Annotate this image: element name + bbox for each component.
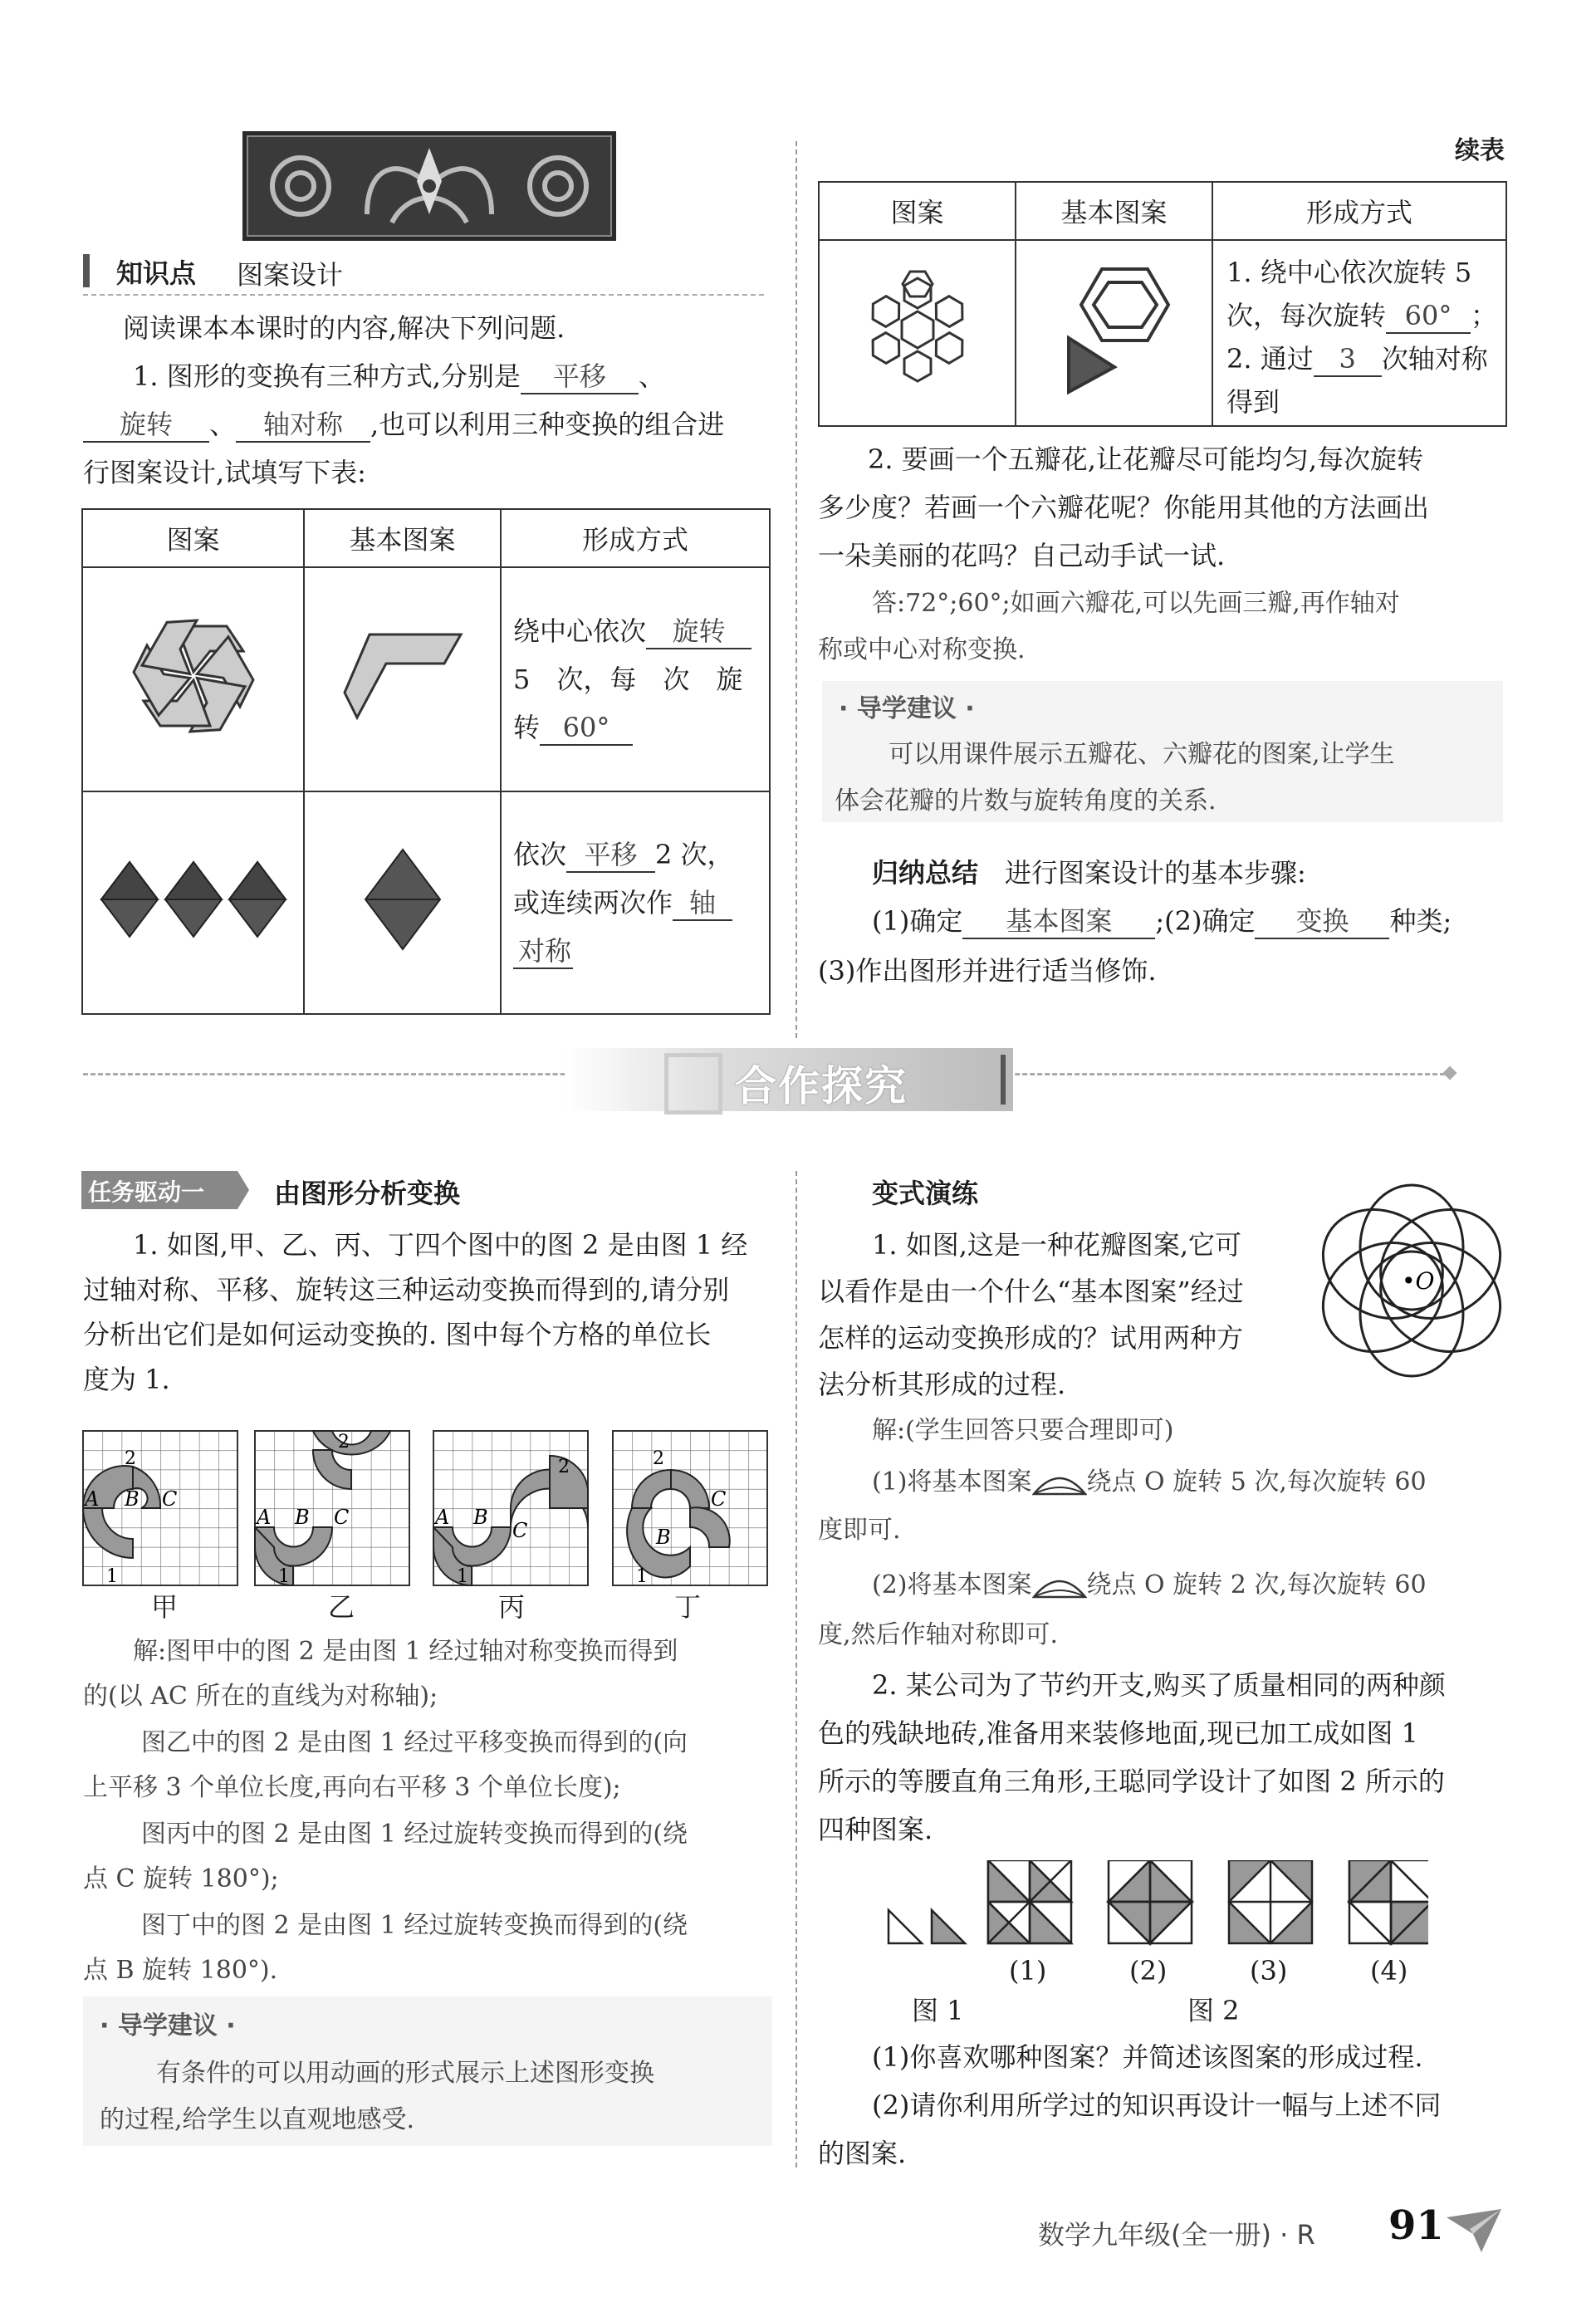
pinwheel-pattern-cell <box>82 567 304 791</box>
point-o-label: •O <box>1402 1267 1435 1295</box>
label-c: C <box>334 1506 350 1529</box>
header-formation: 形成方式 <box>1212 182 1506 240</box>
task-tag-box <box>81 1171 237 1209</box>
task-sol-1: 解:图甲中的图 2 是由图 1 经过轴对称变换而得到 <box>133 1637 678 1666</box>
sub-label-3: (3) <box>1250 1955 1288 1986</box>
answer-blank: 旋转 <box>83 408 209 443</box>
grid-bing <box>433 1431 588 1587</box>
guide-line-2: 的过程,给学生以直观地感受. <box>100 2105 415 2134</box>
sub-label-1: (1) <box>1009 1955 1047 1986</box>
task-tag-arrow <box>237 1171 249 1209</box>
paper-plane-icon <box>1445 2206 1503 2256</box>
variant-title: 变式演练 <box>872 1178 979 1209</box>
task-tag: 任务驱动一 <box>88 1178 205 1206</box>
variant-q2-line-1: 2. 某公司为了节约开支,购买了质量相同的两种颜 <box>872 1669 1446 1701</box>
label-b: B <box>295 1506 310 1529</box>
figure-2-label: 图 2 <box>1187 1995 1240 2026</box>
variant-q2-line-3: 所示的等腰直角三角形,王聪同学设计了如图 2 所示的 <box>818 1766 1445 1797</box>
summary-line: 归纳总结 进行图案设计的基本步骤: <box>872 857 1306 889</box>
answer-blank: 平移 <box>566 838 655 873</box>
label-1: 1 <box>106 1566 118 1587</box>
answer-blank: 对称 <box>513 934 573 969</box>
variant-sol-4: (2)将基本图案 绕点 O 旋转 2 次,每次旋转 60 <box>872 1570 1427 1599</box>
label-c: C <box>162 1487 178 1511</box>
banner-dot <box>1443 1066 1457 1080</box>
summary-steps-1: (1)确定 基本图案 ;(2)确定 变换 种类; <box>872 897 1452 945</box>
label-c: C <box>512 1519 528 1542</box>
guide-title: · 导学建议 · <box>100 2011 236 2040</box>
question-2-line-1: 2. 要画一个五瓣花,让花瓣尽可能均匀,每次旋转 <box>868 443 1424 475</box>
answer-blank: 基本图案 <box>962 904 1155 939</box>
label-2: 2 <box>338 1432 350 1452</box>
decorative-ornament <box>242 131 616 241</box>
transform-grids-figure <box>79 1427 776 1618</box>
basic-arc-icon <box>1032 1572 1087 1600</box>
fig-label-bing: 丙 <box>498 1591 526 1623</box>
guide-box-top <box>822 681 1503 822</box>
chevron-basic-image <box>336 618 469 734</box>
task-sol-6: 点 C 旋转 180°); <box>83 1864 279 1893</box>
answer-blank: 60° <box>1386 299 1471 334</box>
answer-line-1: 答:72°;60°;如画六瓣花,可以先画三瓣,再作轴对 <box>872 589 1400 618</box>
intro-text: 阅读课本本课时的内容,解决下列问题. <box>123 312 565 344</box>
variant-q1-line-2: 以看作是由一个什么“基本图案”经过 <box>818 1276 1244 1307</box>
answer-blank: 平移 <box>521 360 639 394</box>
white-triangle <box>889 1910 922 1943</box>
row1-formation: 绕中心依次 旋转 5 次，每 次 旋 转 60° <box>501 567 770 791</box>
variant-sol-3: 度即可. <box>818 1516 901 1545</box>
basic-arc-icon <box>1032 1469 1087 1497</box>
pattern-table-left <box>81 508 771 1015</box>
variant-q1-line-3: 怎样的运动变换形成的？试用两种方 <box>818 1322 1244 1354</box>
task-sol-4: 上平移 3 个单位长度,再向右平移 3 个单位长度); <box>83 1773 621 1802</box>
answer-blank: 60° <box>540 711 633 746</box>
summary-steps-2: (3)作出图形并进行适当修饰. <box>818 955 1157 987</box>
summary-tag: 归纳总结 <box>872 857 979 889</box>
label-a: A <box>435 1506 450 1529</box>
fig-label-jia: 甲 <box>151 1591 179 1623</box>
right-row-formation: 1. 绕中心依次旋转 5 次，每次旋转 60° ； 2. 通过 3 次轴对称 得到 <box>1212 240 1506 426</box>
label-1: 1 <box>278 1566 290 1587</box>
fig-label-yi: 乙 <box>328 1591 355 1623</box>
question-2-line-3: 一朵美丽的花吗？自己动手试一试. <box>818 540 1226 571</box>
flower-petal-figure <box>1312 1181 1511 1380</box>
variant-q2-sub-3: 的图案. <box>818 2138 907 2169</box>
knowledge-title: 图案设计 <box>237 259 344 291</box>
label-2: 2 <box>125 1448 136 1469</box>
label-2: 2 <box>653 1448 664 1469</box>
task-q-line-2: 过轴对称、平移、旋转这三种运动变换而得到的,请分别 <box>83 1274 730 1306</box>
grid-jia <box>83 1431 237 1587</box>
guide-box-bottom <box>83 1996 772 2146</box>
label-b: B <box>473 1506 488 1529</box>
label-b: B <box>125 1487 140 1511</box>
label-1: 1 <box>636 1566 648 1587</box>
header-pattern: 图案 <box>82 509 304 567</box>
label-2: 2 <box>558 1457 570 1477</box>
task-sol-3: 图乙中的图 2 是由图 1 经过平移变换而得到的(向 <box>141 1728 688 1757</box>
section-banner <box>565 1048 1013 1111</box>
task-sol-2: 的(以 AC 所在的直线为对称轴); <box>83 1682 438 1711</box>
figure-1-label: 图 1 <box>912 1995 964 2026</box>
hexagon-flower-image <box>851 267 984 392</box>
sub-label-2: (2) <box>1129 1955 1168 1986</box>
chevron-basic-cell <box>304 567 501 791</box>
task-sol-8: 点 B 旋转 180°). <box>83 1956 278 1985</box>
guide-line-1: 有条件的可以用动画的形式展示上述图形变换 <box>156 2059 654 2088</box>
grid-yi <box>255 1431 409 1587</box>
diamond-basic-image <box>357 841 448 958</box>
question-2-line-2: 多少度？若画一个六瓣花呢？你能用其他的方法画出 <box>818 492 1430 523</box>
sub-label-4: (4) <box>1370 1955 1408 1986</box>
tile-pattern-3 <box>1229 1860 1312 1943</box>
answer-blank: 旋转 <box>646 615 751 649</box>
label-b: B <box>656 1526 671 1549</box>
label-a: A <box>85 1487 100 1511</box>
variant-sol-2: (1)将基本图案 绕点 O 旋转 5 次,每次旋转 60 <box>872 1467 1427 1497</box>
question-1-line-3: 行图案设计,试填写下表: <box>83 457 366 488</box>
answer-line-2: 称或中心对称变换. <box>818 635 1026 664</box>
label-c: C <box>711 1487 727 1511</box>
header-basic-pattern: 基本图案 <box>304 509 501 567</box>
task-title: 由图形分析变换 <box>274 1178 461 1209</box>
answer-blank: 轴对称 <box>236 408 370 443</box>
header-formation: 形成方式 <box>501 509 770 567</box>
variant-q2-sub-2: (2)请你利用所学过的知识再设计一幅与上述不同 <box>872 2089 1442 2121</box>
variant-sol-1: 解:(学生回答只要合理即可) <box>872 1416 1174 1445</box>
tile-pattern-4 <box>1349 1860 1428 1943</box>
variant-q1-line-4: 法分析其形成的过程. <box>818 1369 1066 1400</box>
guide-line-1: 可以用课件展示五瓣花、六瓣花的图案,让学生 <box>889 740 1395 769</box>
variant-q2-sub-1: (1)你喜欢哪种图案？并简述该图案的形成过程. <box>872 2041 1423 2073</box>
variant-q1-line-1: 1. 如图,这是一种花瓣图案,它可 <box>872 1229 1242 1261</box>
hexagon-basic-cell <box>1016 240 1212 426</box>
three-diamonds-image <box>98 854 289 945</box>
gray-triangle <box>932 1910 965 1943</box>
pattern-table-right <box>818 181 1507 427</box>
pinwheel-pattern-image <box>123 614 264 738</box>
grid-ding <box>613 1431 767 1587</box>
task-sol-7: 图丁中的图 2 是由图 1 经过旋转变换而得到的(绕 <box>141 1911 688 1940</box>
answer-blank: 3 <box>1314 342 1382 377</box>
knowledge-heading <box>83 249 764 296</box>
task-q-line-3: 分析出它们是如何运动变换的. 图中每个方格的单位长 <box>83 1319 712 1350</box>
guide-line-2: 体会花瓣的片数与旋转角度的关系. <box>835 786 1217 816</box>
label-a: A <box>257 1506 272 1529</box>
page-number: 91 <box>1388 2202 1444 2249</box>
column-divider <box>796 1171 797 2168</box>
hexagon-basic-image <box>1052 259 1177 400</box>
variant-q2-line-4: 四种图案. <box>818 1814 933 1845</box>
knowledge-tag: 知识点 <box>116 257 197 289</box>
hexagon-flower-cell <box>819 240 1016 426</box>
header-basic-pattern: 基本图案 <box>1016 182 1212 240</box>
task-q-line-4: 度为 1. <box>83 1364 170 1395</box>
fig-label-ding: 丁 <box>674 1591 702 1623</box>
continued-label: 续表 <box>1455 136 1505 165</box>
question-1-line-2: 旋转 、 轴对称 ,也可以利用三种变换的组合进 <box>83 400 724 448</box>
guide-title: · 导学建议 · <box>839 694 975 723</box>
header-pattern: 图案 <box>819 182 1016 240</box>
variant-sol-5: 度,然后作轴对称即可. <box>818 1620 1059 1649</box>
tile-pattern-1 <box>988 1860 1071 1943</box>
label-1: 1 <box>457 1566 468 1587</box>
task-q-line-1: 1. 如图,甲、乙、丙、丁四个图中的图 2 是由图 1 经 <box>133 1229 748 1261</box>
diamond-basic-cell <box>304 791 501 1014</box>
answer-blank: 轴 <box>673 886 732 921</box>
column-divider <box>796 141 797 1038</box>
task-sol-5: 图丙中的图 2 是由图 1 经过旋转变换而得到的(绕 <box>141 1820 688 1849</box>
question-1-line-1: 1. 图形的变换有三种方式,分别是 平移 、 <box>133 352 665 400</box>
tile-pattern-2 <box>1109 1860 1192 1943</box>
row2-formation: 依次 平移 2 次， 或连续两次作 轴 对称 <box>501 791 770 1014</box>
variant-q2-line-2: 色的残缺地砖,准备用来装修地面,现已加工成如图 1 <box>818 1717 1418 1749</box>
banner-title: 合作探究 <box>735 1062 908 1110</box>
answer-blank: 变换 <box>1255 904 1389 939</box>
diamonds-pattern-cell <box>82 791 304 1014</box>
footer-book-title: 数学九年级(全一册) · R <box>1038 2219 1315 2251</box>
